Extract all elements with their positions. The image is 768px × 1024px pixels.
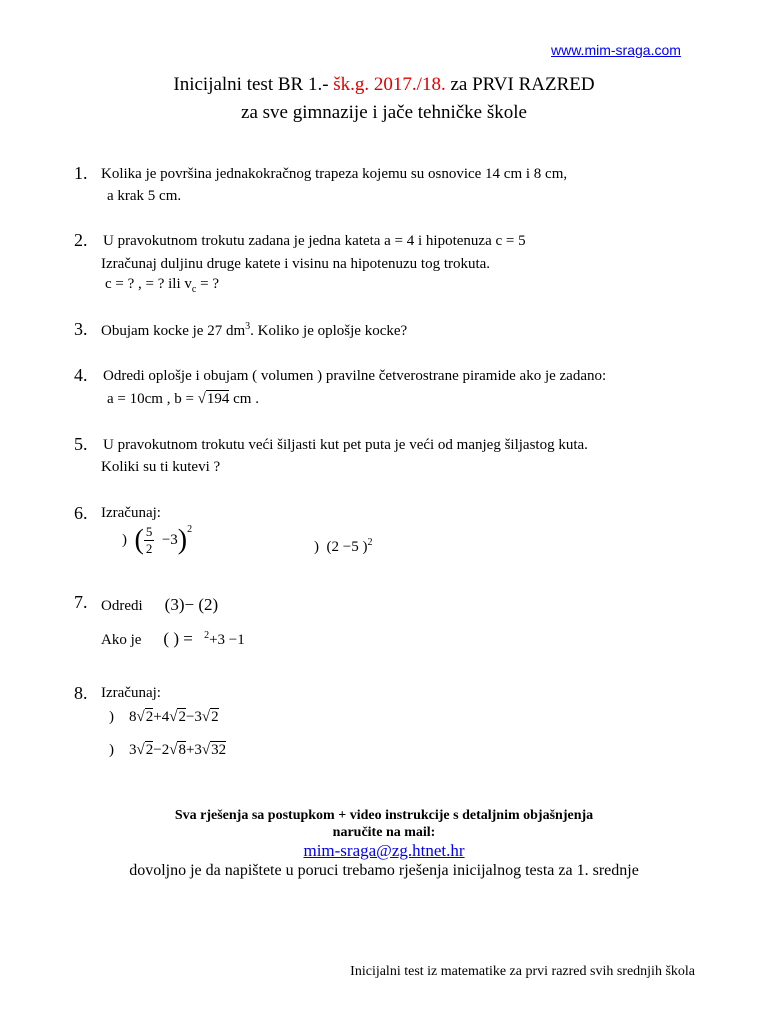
task-8-expr-a: ) 8√2+4√2−3√2 [109, 709, 219, 725]
task-2-line3: c = ? , = ? ili $v_c$ = ? [105, 276, 219, 295]
task-8b-coef: +3 [185, 742, 202, 758]
task-6-line1: Izračunaj: [101, 505, 161, 521]
promo-line2: naručite na mail: [332, 825, 436, 840]
task-8a-coef: 8 [129, 709, 137, 725]
task-8-line1: Izračunaj: [101, 685, 161, 701]
task-8a-coef: −3 [185, 709, 202, 725]
task-3-line1: Obujam kocke je 27 $dm^3$. Koliko je oplošje kocke? [101, 321, 408, 339]
task-8a-radicand: 2 [178, 709, 186, 725]
task-1-number: 1. [74, 163, 88, 183]
sqrt-sign: √ [136, 742, 145, 758]
task-1-line1: Kolika je površina jednakokračnog trapeza kojemu su osnovice 14 cm i 8 cm, [101, 166, 568, 182]
task-6-number: 6. [74, 503, 88, 523]
task-7-number: 7. [74, 592, 88, 612]
task-3-number: 3. [74, 319, 88, 339]
promo-email-link[interactable]: mim-sraga@zg.htnet.hr [303, 841, 465, 860]
promo-line3: dovoljno je da napištete u poruci trebamo rješenja inicijalnog testa za 1. srednje [129, 862, 639, 879]
task-6-expr-b: ) (2 −5 )$^2$ [314, 537, 373, 555]
task-8a-radicand: 2 [145, 709, 154, 725]
task-8b-coef: 3 [129, 742, 137, 758]
task-2-line2: Izračunaj duljinu druge katete i visinu na hipotenuzu tog trokuta. [101, 256, 491, 272]
task-2-number: 2. [74, 230, 88, 250]
task-2-line1: U pravokutnom trokutu zadana je jedna kateta a = 4 i hipotenuza c = 5 [103, 233, 526, 249]
task-5-line2: Koliki su ti kutevi ? [101, 459, 221, 475]
task-6-expr-a: ) ( $\frac{5}{2}$ −3)$^2$ [122, 524, 193, 556]
task-5-line1: U pravokutnom trokutu veći šiljasti kut pet puta je veći od manjeg šiljastog kuta. [103, 437, 588, 453]
task-8a-coef: +4 [153, 709, 170, 725]
task-7-line1: Odredi (3)− (2) [101, 595, 219, 614]
title-school-year: šk.g. 2017./18. [333, 74, 446, 95]
task-1-line2: a krak 5 cm. [107, 188, 182, 204]
task-4-number: 4. [74, 365, 88, 385]
sqrt-sign: √ [136, 709, 145, 725]
task-8-number: 8. [74, 683, 88, 703]
promo-email-wrap [0, 841, 768, 861]
site-link[interactable]: www.mim-sraga.com [551, 42, 681, 58]
task-8b-radicand: 32 [211, 742, 227, 758]
title-part2: za PRVI RAZRED [445, 74, 595, 95]
task-4-line2: a = 10cm , b = √194 cm . [107, 391, 259, 407]
task-8b-radicand: 8 [178, 742, 186, 758]
sqrt-sign: √ [169, 742, 178, 758]
title-part1: Inicijalni test BR 1.- [173, 74, 334, 95]
page-footer: Inicijalni test iz matematike za prvi razred svih srednjih škola [350, 964, 695, 979]
sqrt-sign: √ [201, 709, 211, 725]
task-8-expr-b: ) 3√2−2√8+3√32 [109, 742, 227, 758]
task-5-number: 5. [74, 434, 88, 454]
task-8b-radicand: 2 [145, 742, 154, 758]
task-7-line2: Ako je ( ) = $^2$+3 −1 [101, 629, 245, 648]
task-8b-coef: −2 [153, 742, 170, 758]
page-title [0, 74, 768, 96]
sqrt-sign: √ [201, 742, 211, 758]
task-4-line1: Odredi oplošje i obujam ( volumen ) pravilne četverostrane piramide ako je zadano: [103, 368, 607, 384]
task-8a-radicand: 2 [211, 709, 219, 725]
sqrt-sign: √ [169, 709, 178, 725]
promo-line1: Sva rješenja sa postupkom + video instrukcije s detaljnim objašnjenja [174, 808, 594, 823]
page-subtitle: za sve gimnazije i jače tehničke škole [241, 102, 527, 123]
